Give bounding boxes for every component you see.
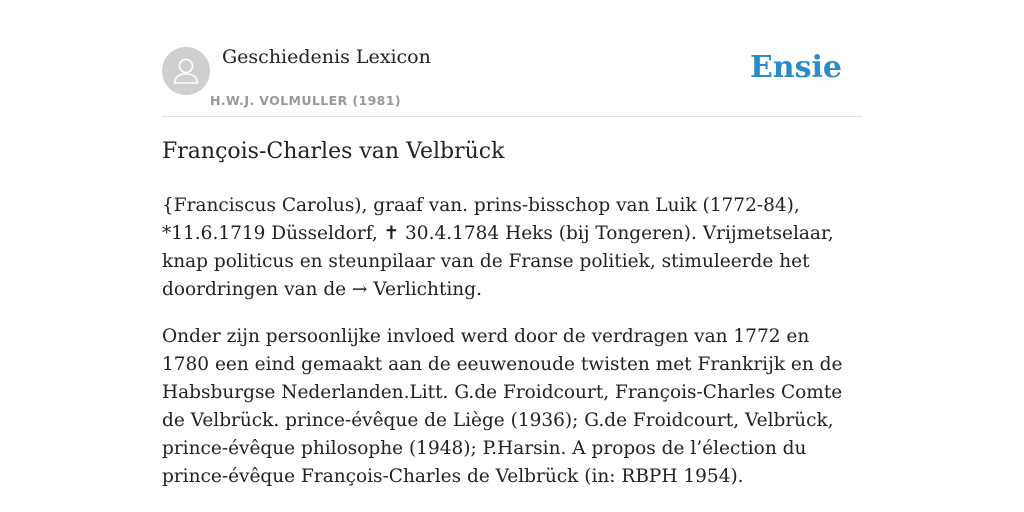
article-body <box>162 192 862 510</box>
user-icon <box>162 47 210 95</box>
source-author: H.W.J. VOLMULLER (1981) <box>210 93 401 108</box>
article-paragraph: Onder zijn persoonlijke invloed werd door de verdragen van 1772 en 1780 een eind gemaakt aan de eeuwenoude twisten met Frankrijk en de Habsburgse Nederlanden.Litt. G.de Froidcourt, François-Charles Comte de Velbrück. prince-évêque de Liège (1936); G.de Froidcourt, Velbrück, prince-évêque philosophe (1948); P.Harsin. A propos de l’élection du prince-évêque François-Charles de Velbrück (in: RBPH 1954). <box>162 326 843 487</box>
article-title: François-Charles van Velbrück <box>162 139 505 164</box>
brand-logo[interactable]: Ensie <box>749 50 842 85</box>
article-paragraph: {Franciscus Carolus), graaf van. prins-bisschop van Luik (1772-84), *11.6.1719 Düsseldorf, ✝ 30.4.1784 Heks (bij Tongeren). Vrijmetselaar, knap politicus en steunpilaar van de Franse politiek, stimuleerde het doordringen van de → Verlichting. <box>162 195 834 300</box>
source-title[interactable]: Geschiedenis Lexicon <box>222 46 431 68</box>
source-header <box>162 46 862 117</box>
avatar <box>162 47 210 95</box>
